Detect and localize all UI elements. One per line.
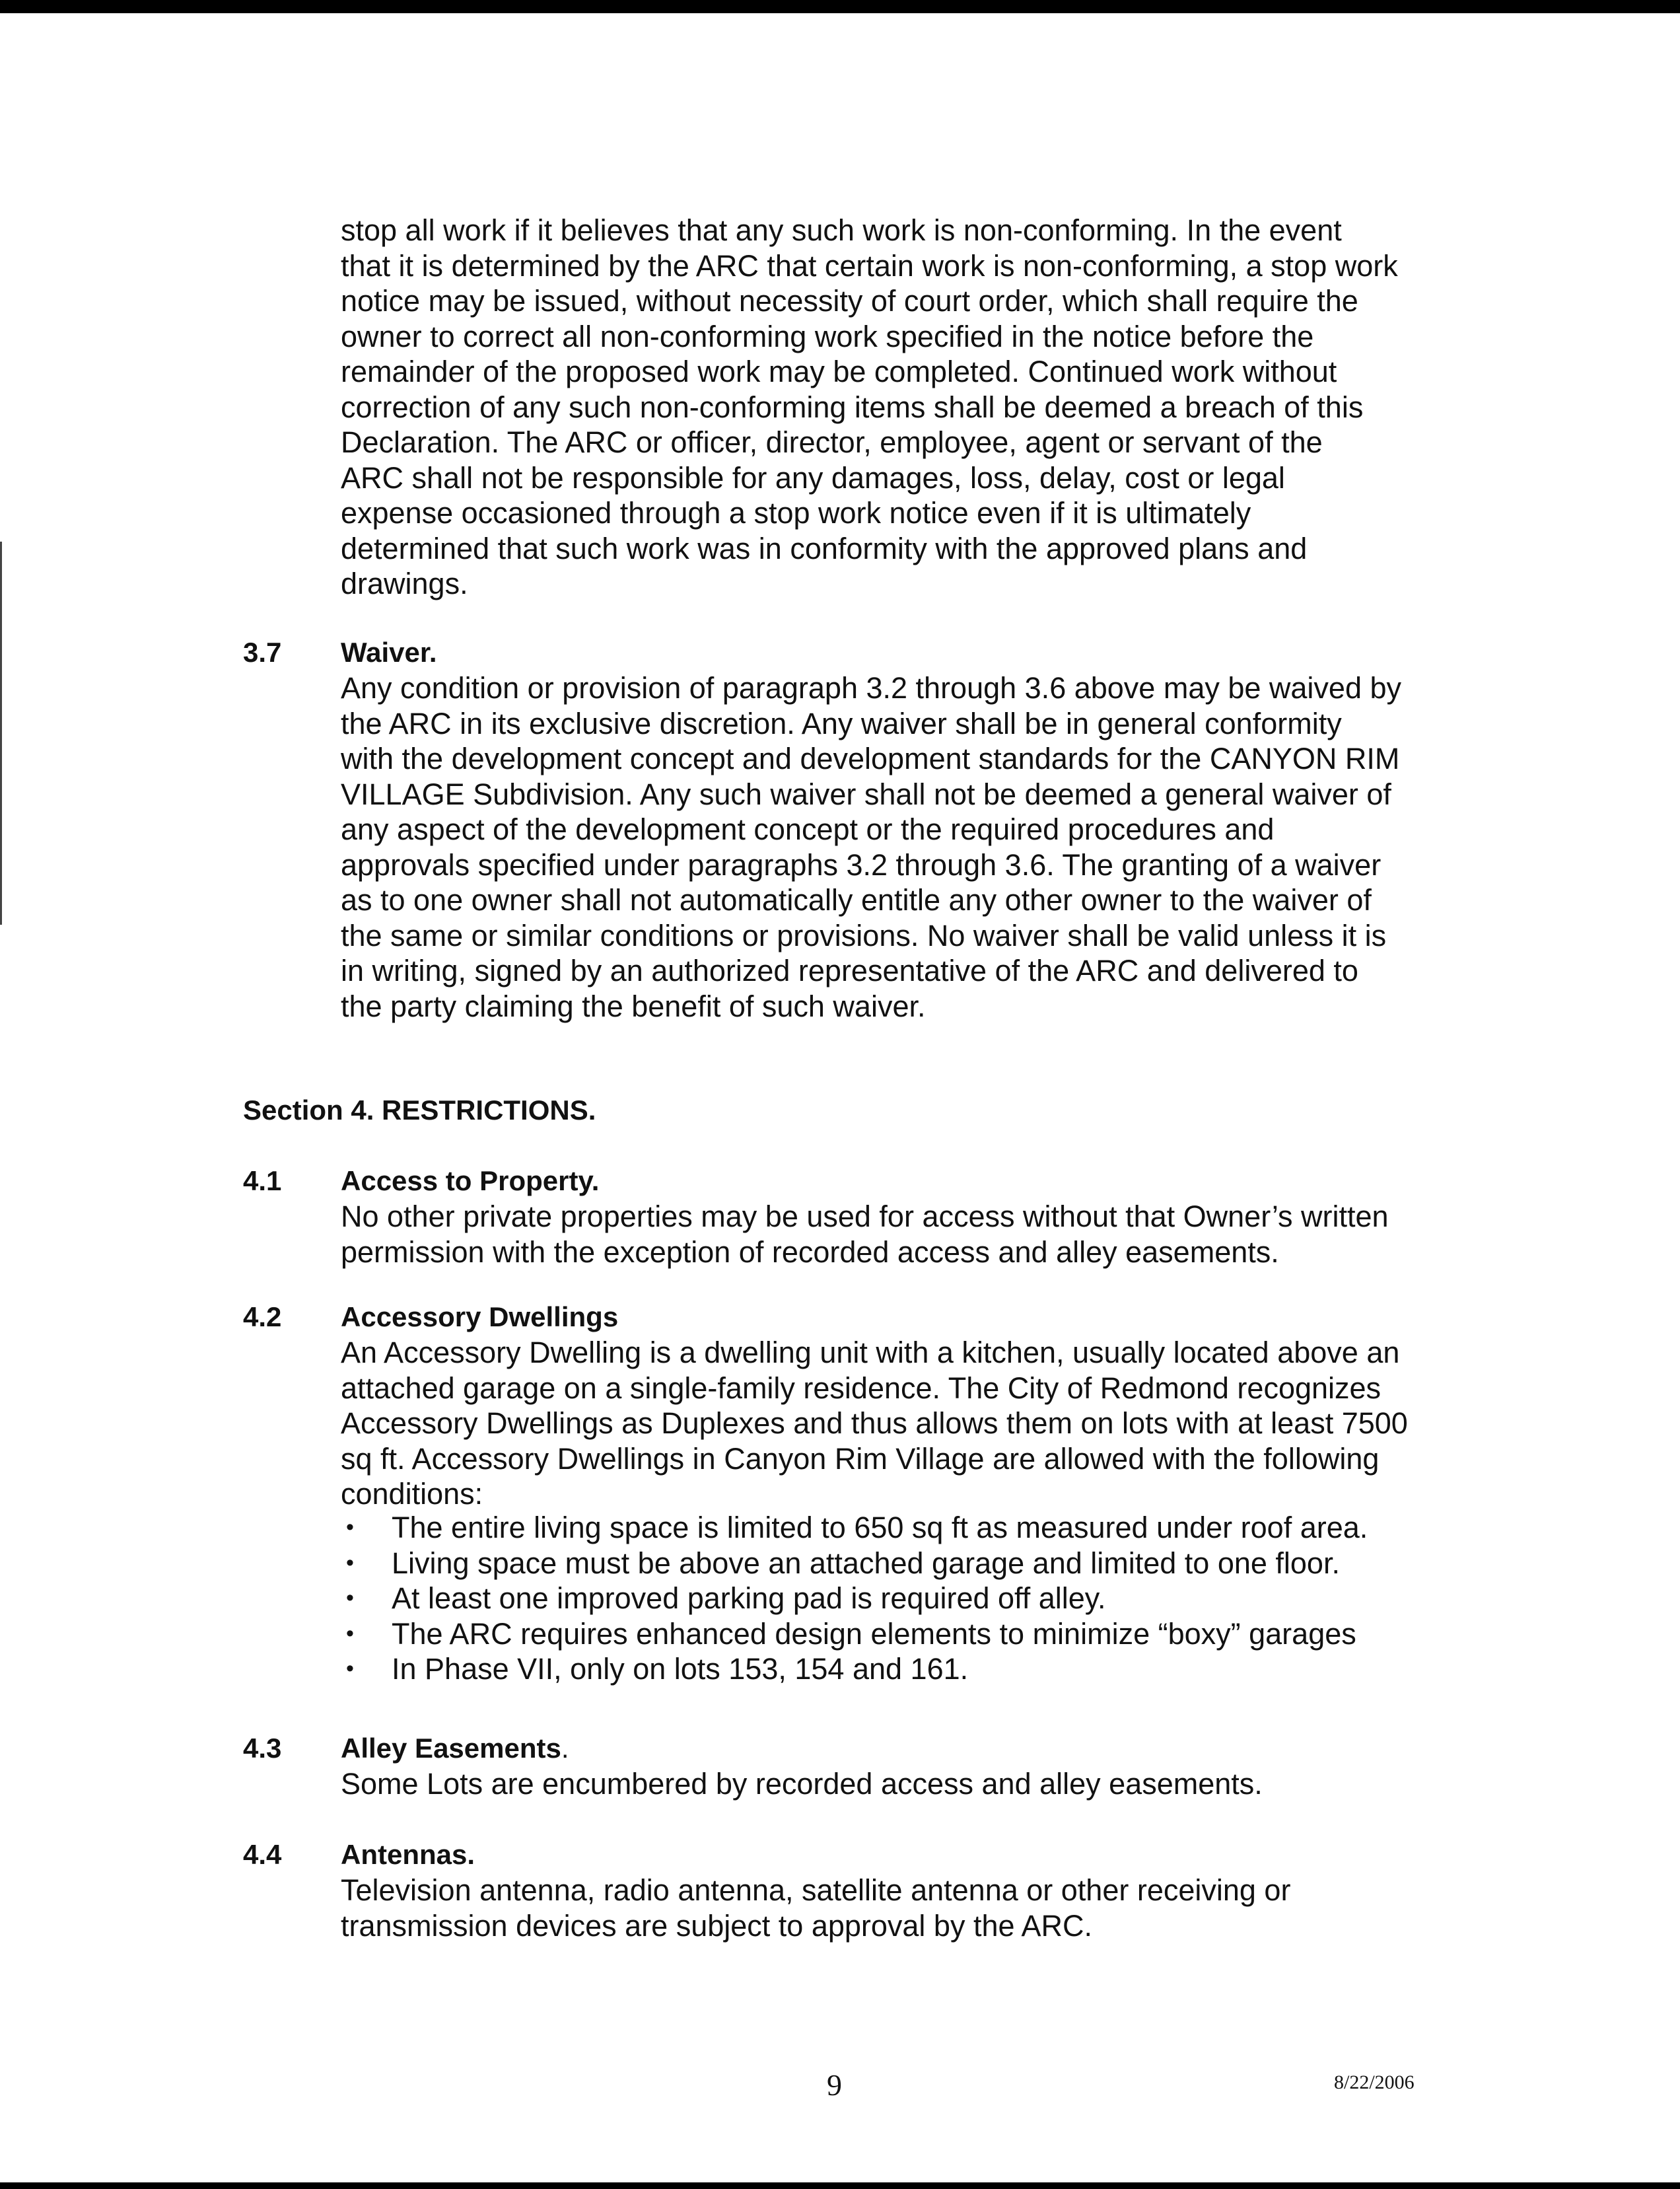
heading-text: Alley Easements [341, 1733, 561, 1764]
antennas-paragraph [341, 1873, 1437, 1943]
text-line: conditions: [341, 1477, 483, 1511]
list-item-text: At least one improved parking pad is required off alley. [392, 1581, 1106, 1615]
accessory-dwelling-conditions-list [341, 1510, 1437, 1687]
text-line: No other private properties may be used for access without that Owner’s written [341, 1200, 1389, 1233]
text-line: with the development concept and development standards for the CANYON RIM [341, 742, 1400, 775]
bullet-icon: • [346, 1515, 354, 1540]
page-number: 9 [827, 2068, 842, 2102]
section-4-title: Section 4. RESTRICTIONS. [243, 1094, 596, 1126]
section-heading-accessory-dwellings: Accessory Dwellings [341, 1301, 619, 1332]
waiver-paragraph [341, 670, 1437, 1024]
text-line: drawings. [341, 567, 468, 600]
list-item [341, 1651, 1437, 1687]
text-line: remainder of the proposed work may be completed. Continued work without [341, 355, 1337, 388]
scan-top-border [0, 0, 1680, 13]
section-heading-access-to-property: Access to Property. [341, 1165, 600, 1196]
text-line: Some Lots are encumbered by recorded access and alley easements. [341, 1767, 1263, 1801]
bullet-icon: • [346, 1656, 354, 1681]
text-line: VILLAGE Subdivision. Any such waiver shall not be deemed a general waiver of [341, 777, 1391, 811]
list-item-text: The ARC requires enhanced design elements to minimize “boxy” garages [392, 1616, 1356, 1651]
text-line: ARC shall not be responsible for any damages, loss, delay, cost or legal [341, 460, 1285, 495]
text-line: notice may be issued, without necessity of court order, which shall require the [341, 284, 1358, 318]
list-item [341, 1546, 1437, 1581]
text-line: as to one owner shall not automatically entitle any other owner to the waiver of [341, 883, 1372, 917]
text-line: transmission devices are subject to approval by the ARC. [341, 1908, 1093, 1943]
text-line: the party claiming the benefit of such waiver. [341, 989, 926, 1023]
text-line: permission with the exception of recorded access and alley easements. [341, 1235, 1279, 1269]
list-item-text: The entire living space is limited to 650 sq ft as measured under roof area. [392, 1511, 1368, 1544]
list-item-text: In Phase VII, only on lots 153, 154 and 161. [392, 1652, 969, 1686]
section-number-4-2: 4.2 [243, 1301, 282, 1332]
continuation-paragraph [341, 213, 1437, 602]
text-line: Television antenna, radio antenna, satellite antenna or other receiving or [341, 1873, 1291, 1907]
section-heading-antennas: Antennas. [341, 1839, 475, 1870]
alley-easements-paragraph [341, 1766, 1437, 1802]
section-heading-alley-easements [341, 1731, 569, 1766]
bullet-icon: • [346, 1550, 354, 1575]
access-paragraph [341, 1199, 1437, 1270]
text-line: Any condition or provision of paragraph 3.2 through 3.6 above may be waived by [341, 671, 1402, 705]
section-number-3-7: 3.7 [243, 637, 282, 668]
scan-left-edge [0, 542, 2, 925]
text-line: in writing, signed by an authorized representative of the ARC and delivered to [341, 954, 1358, 987]
scan-bottom-border [0, 2182, 1680, 2189]
text-line: any aspect of the development concept or the required procedures and [341, 812, 1275, 846]
text-line: attached garage on a single-family residence. The City of Redmond recognizes [341, 1371, 1382, 1405]
text-line: determined that such work was in conformity with the approved plans and [341, 531, 1308, 565]
text-line: stop all work if it believes that any such work is non-conforming. In the event [341, 213, 1342, 247]
list-item-text: Living space must be above an attached garage and limited to one floor. [392, 1546, 1340, 1580]
section-number-4-1: 4.1 [243, 1165, 282, 1196]
list-item [341, 1616, 1437, 1652]
section-number-4-4: 4.4 [243, 1839, 282, 1870]
list-item [341, 1581, 1437, 1616]
list-item [341, 1510, 1437, 1546]
heading-punctuation: . [561, 1733, 569, 1764]
text-line: Declaration. The ARC or officer, director, employee, agent or servant of the [341, 425, 1323, 459]
text-line: owner to correct all non-conforming work specified in the notice before the [341, 319, 1314, 353]
text-line: that it is determined by the ARC that certain work is non-conforming, a stop work [341, 248, 1398, 283]
text-line: expense occasioned through a stop work notice even if it is ultimately [341, 496, 1251, 530]
section-number-4-3: 4.3 [243, 1733, 282, 1764]
bullet-icon: • [346, 1620, 354, 1646]
accessory-dwellings-paragraph [341, 1335, 1437, 1512]
text-line: the ARC in its exclusive discretion. Any waiver shall be in general conformity [341, 706, 1342, 740]
text-line: An Accessory Dwelling is a dwelling unit with a kitchen, usually located above an [341, 1336, 1400, 1369]
section-heading-waiver: Waiver. [341, 637, 437, 668]
text-line: the same or similar conditions or provisions. No waiver shall be valid unless it is [341, 918, 1387, 952]
footer-date: 8/22/2006 [1334, 2071, 1415, 2093]
text-line: correction of any such non-conforming items shall be deemed a breach of this [341, 390, 1364, 424]
text-line: Accessory Dwellings as Duplexes and thus allows them on lots with at least 7500 [341, 1406, 1408, 1440]
text-line: approvals specified under paragraphs 3.2 through 3.6. The granting of a waiver [341, 847, 1382, 882]
text-line: sq ft. Accessory Dwellings in Canyon Rim Village are allowed with the following [341, 1441, 1380, 1476]
bullet-icon: • [346, 1585, 354, 1610]
